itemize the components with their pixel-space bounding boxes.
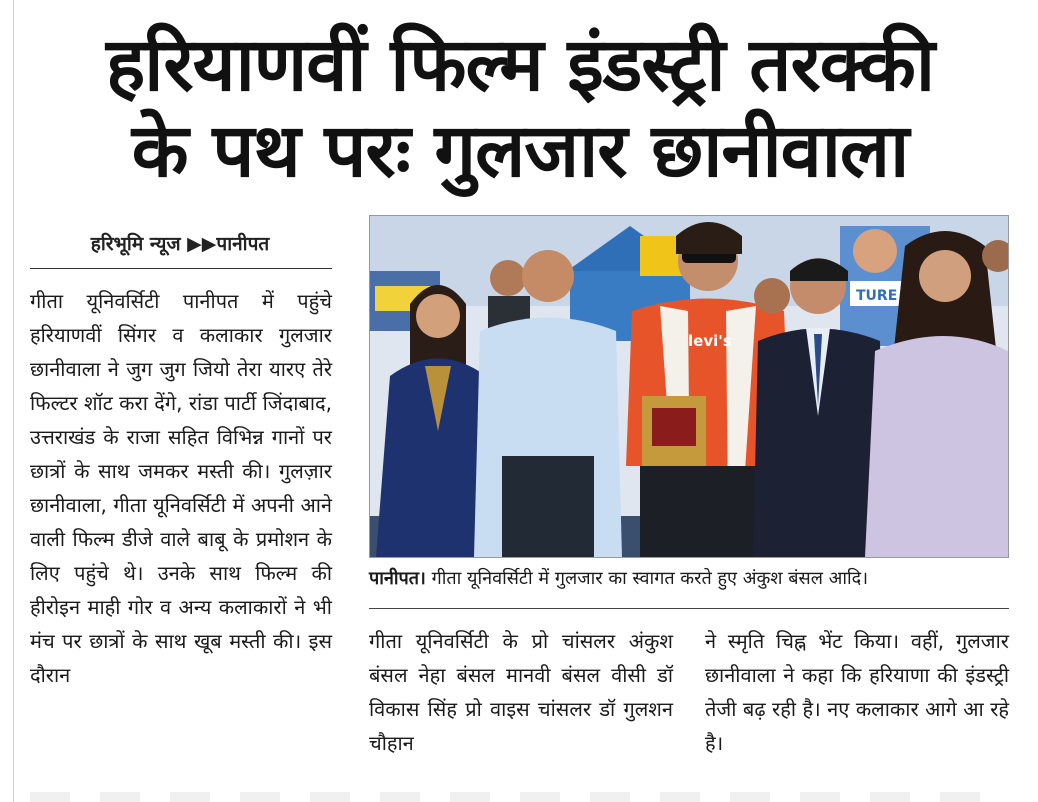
photo-shirt-text: levi's	[688, 332, 732, 350]
byline-place: पानीपत	[216, 233, 270, 255]
article-column-right: ने स्मृति चिह्न भेंट किया। वहीं, गुलजार छानीवाला ने कहा कि हरियाणा की इंडस्ट्री तेजी बढ़ रही है। नए कलाकार आगे आ रहे है।	[705, 629, 1009, 755]
next-story-cutoff	[30, 792, 1010, 802]
photo-caption	[369, 566, 1009, 592]
page-left-rule	[13, 0, 14, 802]
byline-arrows-icon: ▶▶	[187, 233, 217, 255]
article-column-middle: गीता यूनिवर्सिटी के प्रो चांसलर अंकुश बंसल नेहा बंसल मानवी बंसल वीसी डॉ विकास सिंह प्रो वाइस चांसलर डॉ गुलशन चौहान	[369, 629, 673, 755]
news-photo	[369, 215, 1009, 558]
byline	[30, 230, 330, 256]
caption-place: पानीपत।	[369, 568, 426, 589]
news-photo-illustration	[370, 216, 1008, 557]
byline-rule	[30, 268, 332, 269]
caption-text: गीता यूनिवर्सिटी में गुलजार का स्वागत करते हुए अंकुश बंसल आदि।	[425, 568, 869, 589]
headline-line-2: के पथ परः गुलजार छानीवाला	[131, 108, 909, 194]
headline-line-1: हरियाणवीं फिल्म इंडस्ट्री तरक्की	[105, 22, 935, 108]
caption-rule	[369, 608, 1009, 609]
headline	[40, 22, 1000, 194]
article-column-left: गीता यूनिवर्सिटी पानीपत में पहुंचे हरियाणवीं सिंगर व कलाकार गुलजार छानीवाला ने जुग जुग जियो तेरा यारए तेरे फिल्टर शॉट करा देंगे, रांडा पार्टी जिंदाबाद, उत्तराखंड के राजा सहित विभिन्न गानों पर छात्रों के साथ जमकर मस्ती की। गुलज़ार छानीवाला, गीता यूनिवर्सिटी में अपनी आने वाली फिल्म डीजे वाले बाबू के प्रमोशन के लिए पहुंचे थे। उनके साथ फिल्म की हीरोइन माही गोर व अन्य कलाकारों ने भी मंच पर छात्रों के साथ खूब मस्ती की। इस दौरान	[30, 289, 332, 687]
byline-source: हरिभूमि न्यूज	[90, 233, 181, 255]
photo-banner-text: TURE	[856, 288, 898, 304]
